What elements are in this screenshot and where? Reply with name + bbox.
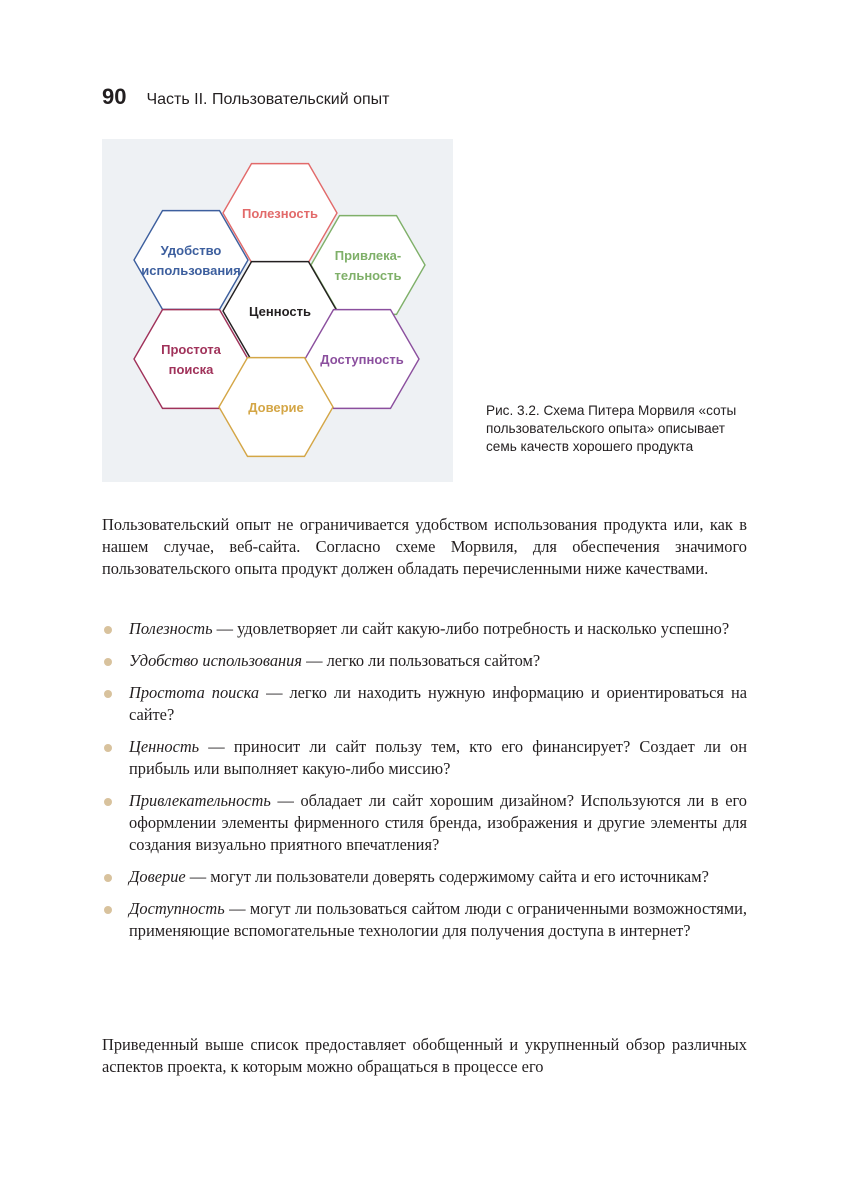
list-item-text: — легко ли пользоваться сайтом? [302, 651, 541, 670]
bullet-icon [104, 626, 112, 634]
list-item-term: Привлекательность [129, 791, 271, 810]
page-number: 90 [102, 84, 127, 109]
list-item [102, 898, 747, 942]
list-item-term: Простота поиска [129, 683, 260, 702]
hex-label-usability: использования [141, 263, 241, 278]
running-title: Часть II. Пользовательский опыт [146, 91, 390, 108]
hex-label-value: Ценность [249, 304, 311, 319]
hex-label-desirability: Привлека- [334, 248, 402, 263]
honeycomb-diagram [102, 139, 453, 482]
list-item-term: Удобство использования [129, 651, 302, 670]
qualities-list [102, 618, 747, 952]
bullet-icon [104, 690, 112, 698]
bullet-icon [104, 658, 112, 666]
list-item-text: — могут ли пользоваться сайтом люди с ограниченными возможностями, применяющие вспомогательные технологии для получения доступа в интернет? [129, 899, 747, 940]
hex-label-desirability: тельность [334, 268, 402, 283]
hex-label-findability: поиска [168, 362, 214, 377]
list-item-term: Полезность [129, 619, 213, 638]
list-item-text: — могут ли пользователи доверять содержимому сайта и его источникам? [185, 867, 709, 886]
intro-paragraph: Пользовательский опыт не ограничивается удобством использования продукта или, как в нашем случае, веб-сайта. Согласно схеме Морвиля, для обеспечения значимого пользовательского опыта продукт должен обладать перечисленными ниже качествами. [102, 515, 747, 578]
bullet-icon [104, 798, 112, 806]
list-item-text: — обладает ли сайт хорошим дизайном? Используются ли в его оформлении элементы фирменного стиля бренда, изображения и другие элементы для создания визуально приятного впечатления? [129, 791, 747, 854]
list-item-text: — легко ли находить нужную информацию и ориентироваться на сайте? [129, 683, 747, 724]
list-item-term: Доступность [129, 899, 225, 918]
honeycomb-figure [102, 139, 453, 482]
hex-label-credibility: Доверие [248, 400, 304, 415]
bullet-icon [104, 874, 112, 882]
list-item [102, 790, 747, 856]
list-item [102, 682, 747, 726]
list-item-term: Доверие [129, 867, 186, 886]
list-item [102, 866, 747, 888]
hex-label-usefulness: Полезность [242, 206, 318, 221]
bullet-icon [104, 906, 112, 914]
list-item-term: Ценность [129, 737, 200, 756]
hex-label-findability: Простота [161, 342, 221, 357]
bullet-icon [104, 744, 112, 752]
list-item-text: — приносит ли сайт пользу тем, кто его финансирует? Создает ли он прибыль или выполняет какую-либо миссию? [129, 737, 747, 778]
hex-label-usability: Удобство [160, 243, 222, 258]
figure-caption: Рис. 3.2. Схема Питера Морвиля «соты пользовательского опыта» описывает семь качеств хорошего продукта [486, 403, 737, 454]
page-header [102, 84, 389, 110]
list-item-text: — удовлетворяет ли сайт какую-либо потребность и насколько успешно? [212, 619, 730, 638]
list-item [102, 650, 747, 672]
list-item [102, 618, 747, 640]
closing-paragraph: Приведенный выше список предоставляет обобщенный и укрупненный обзор различных аспектов проекта, к которым можно обращаться в процессе его [102, 1035, 747, 1076]
hex-label-accessibility: Доступность [320, 352, 404, 367]
list-item [102, 736, 747, 780]
